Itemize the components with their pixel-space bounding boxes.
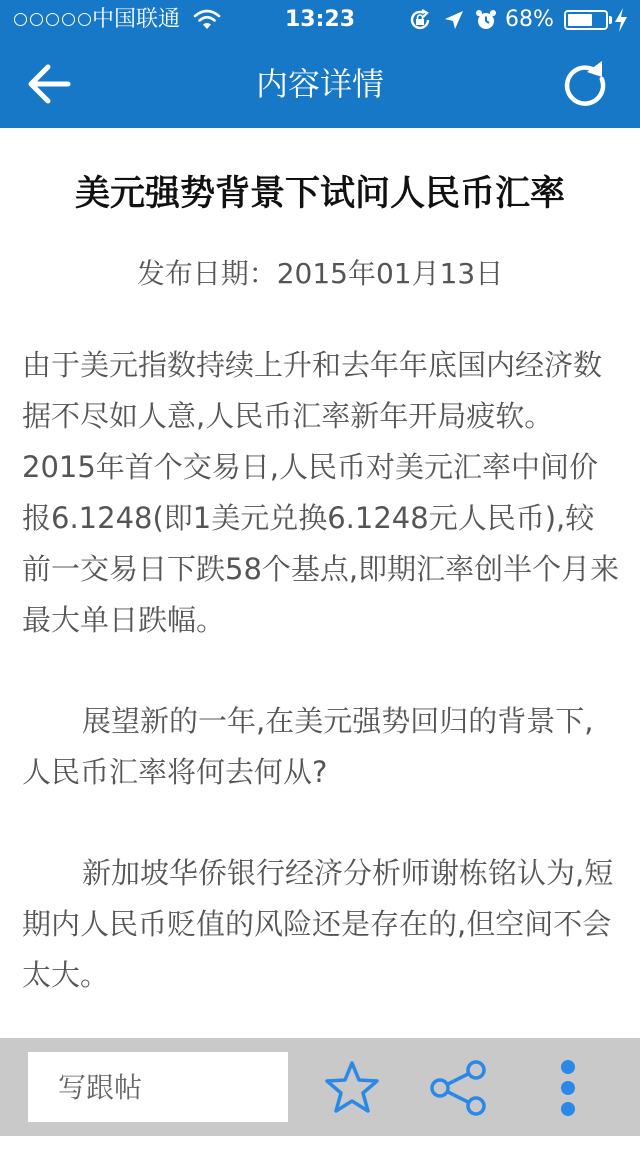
refresh-icon[interactable] (558, 58, 612, 112)
page-title: 内容详情 (255, 65, 384, 103)
article-paragraph: 新加坡华侨银行经济分析师谢栋铭认为,短期内人民币贬值的风险还是存在的,但空间不会太大。 (22, 856, 614, 992)
alarm-icon (474, 8, 498, 32)
share-icon[interactable] (428, 1058, 488, 1118)
star-icon[interactable] (322, 1058, 382, 1118)
bottom-toolbar (0, 1038, 640, 1136)
location-icon (442, 8, 466, 32)
charging-bolt-icon (614, 8, 628, 32)
battery-percentage: 68% (505, 7, 554, 32)
publish-date: 发布日期：2015年01月13日 (136, 257, 504, 290)
reply-input[interactable] (28, 1052, 288, 1122)
article-title: 美元强势背景下试问人民币汇率 (74, 174, 565, 214)
article-paragraph: 展望新的一年,在美元强势回归的背景下,人民币汇率将何去何从? (22, 704, 594, 789)
carrier-name: 中国联通 (92, 7, 181, 32)
orientation-lock-icon (408, 8, 432, 32)
article-body (22, 340, 622, 1152)
navigation-bar (0, 40, 640, 128)
status-bar (0, 0, 640, 40)
more-icon[interactable] (538, 1058, 598, 1118)
clock: 13:23 (284, 7, 356, 32)
battery-icon (564, 10, 608, 30)
article-paragraph: 由于美元指数持续上升和去年年底国内经济数据不尽如人意,人民币汇率新年开局疲软。2015年首个交易日,人民币对美元汇率中间价报6.1248(即1美元兑换6.1248元人民币),较前一交易日下跌58个基点,即期汇率创半个月来最大单日跌幅。 (22, 348, 620, 637)
header (0, 0, 640, 128)
article-content[interactable] (0, 128, 640, 1038)
